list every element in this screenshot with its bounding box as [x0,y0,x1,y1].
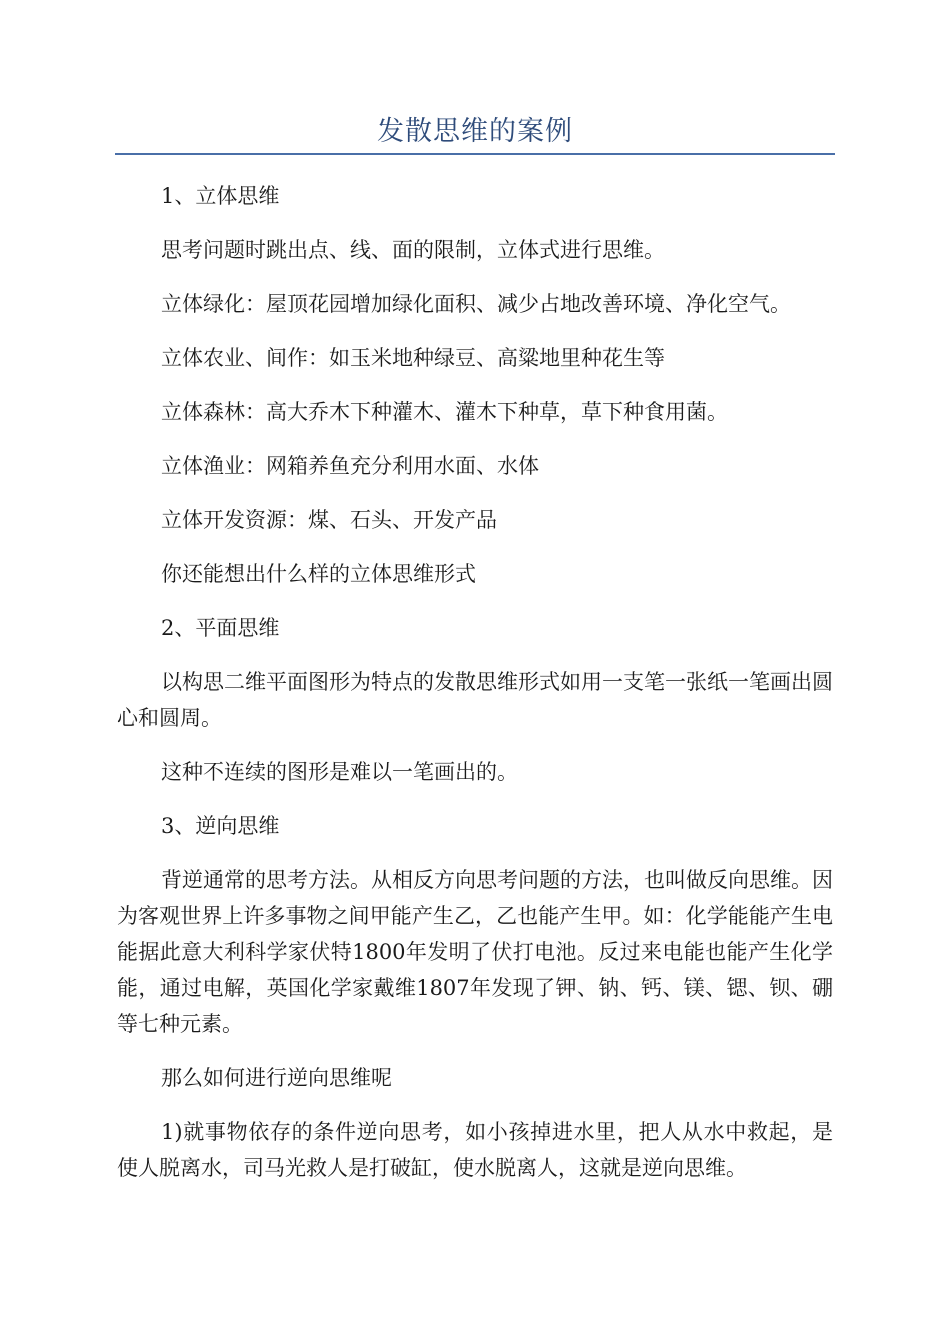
paragraph: 立体绿化：屋顶花园增加绿化面积、减少占地改善环境、净化空气。 [161,292,791,316]
section-heading-2: 2、平面思维 [161,616,280,640]
paragraph: 这种不连续的图形是难以一笔画出的。 [161,760,518,784]
paragraph: 思考问题时跳出点、线、面的限制，立体式进行思维。 [161,238,665,262]
paragraph: 背逆通常的思考方法。从相反方向思考问题的方法，也叫做反向思维。因为客观世界上许多事物之间甲能产生乙，乙也能产生甲。如：化学能能产生电能据此意大利科学家伏特1800年发明了伏打电池。反过来电能也能产生化学能，通过电解，英国化学家戴维1807年发现了钾、钠、钙、镁、锶、钡、硼等七种元素。 [117,868,833,1036]
paragraph: 以构思二维平面图形为特点的发散思维形式如用一支笔一张纸一笔画出圆心和圆周。 [117,670,833,730]
section-heading-3: 3、逆向思维 [161,814,280,838]
document-body [117,176,833,1186]
document-title: 发散思维的案例 [377,116,573,147]
section-heading-1: 1、立体思维 [161,184,280,208]
paragraph: 立体森林：高大乔木下种灌木、灌木下种草，草下种食用菌。 [161,400,728,424]
paragraph: 立体渔业：网箱养鱼充分利用水面、水体 [161,454,539,478]
paragraph: 你还能想出什么样的立体思维形式 [161,562,476,586]
title-underline [115,153,835,155]
paragraph: 立体开发资源：煤、石头、开发产品 [161,508,497,532]
paragraph: 1)就事物依存的条件逆向思考，如小孩掉进水里，把人从水中救起，是使人脱离水，司马光救人是打破缸，使水脱离人，这就是逆向思维。 [117,1120,833,1180]
paragraph: 立体农业、间作：如玉米地种绿豆、高粱地里种花生等 [161,346,665,370]
paragraph: 那么如何进行逆向思维呢 [161,1066,392,1090]
